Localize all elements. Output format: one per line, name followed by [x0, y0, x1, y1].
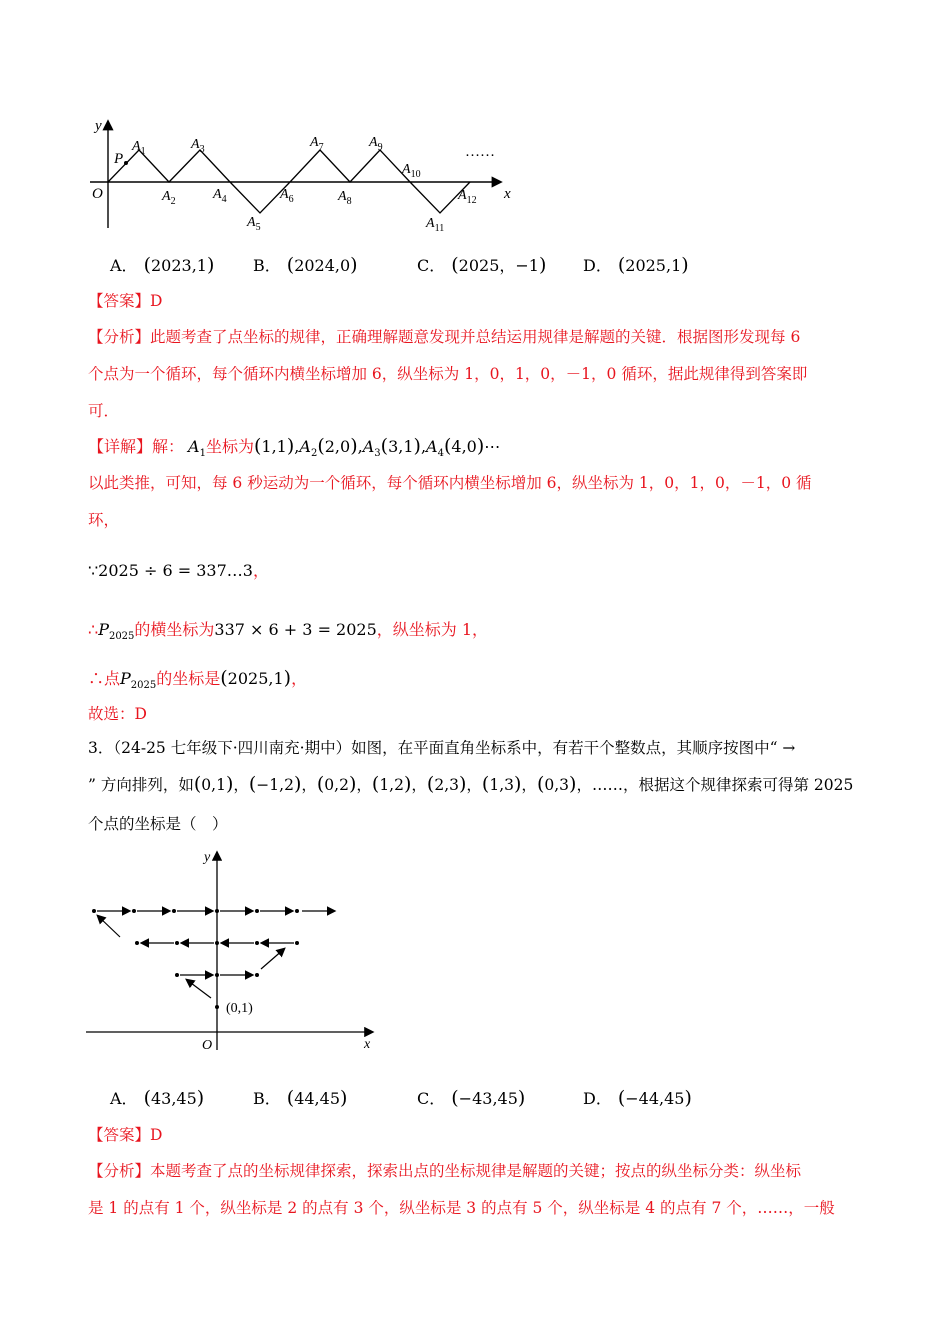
grid-dots	[92, 909, 299, 1009]
point-p	[124, 161, 128, 165]
grid-dot	[92, 909, 96, 913]
label-a6: $A_6$	[280, 187, 294, 205]
label-a3: $A_3$	[191, 137, 205, 155]
q3-stem-1: 3．（24-25 七年级下·四川南充·期中）如图，在平面直角坐标系中，有若干个整数点，其顺序按图中“ →	[88, 739, 796, 757]
q3-analysis-1: 【分析】本题考查了点的坐标规律探索，探索出点的坐标规律是解题的关键；按点的纵坐标分类：纵坐标	[88, 1162, 802, 1180]
q2-because: ∵2025 ÷ 6 = 337…3，	[88, 561, 269, 580]
q2-answer: 【答案】D	[88, 292, 163, 310]
grid-dot	[172, 909, 176, 913]
grid-dot	[175, 973, 179, 977]
q2-therefore-2: ∴点$P_{2025}$的坐标是(2025,1)，	[88, 667, 308, 692]
label-a9: $A_9$	[369, 135, 383, 153]
q2-analysis-2: 个点为一个循环，每个循环内横坐标增加 6，纵坐标为 1，0，1，0，－1，0 循环，据此规律得到答案即	[88, 365, 808, 383]
grid-dot	[215, 973, 219, 977]
label-a12: $A_{12}$	[458, 188, 477, 206]
q3-analysis-2: 是 1 的点有 1 个，纵坐标是 2 的点有 3 个，纵坐标是 3 的点有 5 个，纵坐标是 4 的点有 7 个，……，一般	[88, 1199, 835, 1217]
label-a8: $A_8$	[338, 189, 352, 207]
q3-option-b[interactable]: B． (44,45)	[253, 1087, 348, 1109]
x-axis-label: x	[504, 186, 511, 202]
zigzag-figure	[80, 110, 530, 240]
q2-analysis-1: 【分析】此题考查了点坐标的规律，正确理解题意发现并总结运用规律是解题的关键．根据图形发现每 6	[88, 328, 801, 346]
grid-dot	[295, 941, 299, 945]
label-a1: $A_1$	[132, 139, 146, 157]
arrow-diagonal	[261, 949, 284, 969]
label-a7: $A_7$	[310, 135, 324, 153]
q3-stem-2: ” 方向排列，如(0,1)，(−1,2)，(0,2)，(1,2)，(2,3)，(1,3)，(0,3)，……，根据这个规律探索可得第 2025	[88, 773, 854, 795]
grid-dot	[255, 973, 259, 977]
q3-option-d[interactable]: D． (−44,45)	[583, 1087, 692, 1109]
grid-dot	[255, 941, 259, 945]
q2-analysis-3: 可．	[88, 402, 120, 420]
q2-option-b[interactable]: B． (2024,0)	[253, 254, 358, 276]
point-labels	[131, 135, 477, 234]
q2-detail-3: 环，	[88, 511, 120, 529]
grid-dot	[175, 941, 179, 945]
q2-option-d[interactable]: D． (2025,1)	[583, 254, 689, 276]
q2-option-c[interactable]: C． (2025，−1)	[417, 254, 547, 276]
arrow-grid-figure	[80, 845, 390, 1055]
grid-dot	[132, 909, 136, 913]
q2-therefore-1: $\therefore P_{2025}$的横坐标为337 × 6 + 3 = 2025，纵坐标为 1，	[88, 620, 489, 643]
arrow-diagonal	[187, 980, 211, 998]
grid-dot	[295, 909, 299, 913]
q3-option-a[interactable]: A． (43,45)	[110, 1087, 205, 1109]
origin-label: O	[92, 186, 103, 202]
label-a5: $A_5$	[247, 215, 261, 233]
arrow-diagonal	[98, 916, 120, 937]
grid-dot	[215, 1005, 219, 1009]
q2-detail-1: 【详解】解： $A_1$坐标为$(1,1),A_2(2,0),A_3(3,1),A_4(4,0)\cdots$	[88, 435, 501, 460]
p-label: P	[114, 151, 124, 167]
y-axis-label: y	[95, 118, 102, 134]
label-a10: $A_{10}$	[402, 162, 421, 180]
grid-dot	[215, 941, 219, 945]
label-a2: $A_2$	[162, 189, 176, 207]
q3-stem-3: 个点的坐标是（ ）	[88, 815, 228, 833]
dots-label: ……	[465, 144, 495, 160]
q3-option-c[interactable]: C． (−43,45)	[417, 1087, 526, 1109]
q3-answer: 【答案】D	[88, 1126, 163, 1144]
label-a11: $A_{11}$	[426, 216, 445, 234]
origin-label-2: O	[202, 1038, 213, 1053]
y-axis-label-2: y	[204, 850, 211, 865]
point-0-1-label: (0,1)	[226, 1001, 253, 1016]
grid-dot	[215, 909, 219, 913]
label-a4: $A_4$	[213, 187, 227, 205]
q2-detail-2: 以此类推，可知，每 6 秒运动为一个循环，每个循环内横坐标增加 6，纵坐标为 1，0，1，0，－1，0 循	[88, 474, 812, 492]
q2-final: 故选：D	[88, 705, 147, 723]
direction-arrows	[97, 911, 334, 998]
grid-dot	[135, 941, 139, 945]
q2-option-a[interactable]: A． (2023,1)	[110, 254, 215, 276]
grid-dot	[255, 909, 259, 913]
x-axis-label-2: x	[364, 1037, 371, 1052]
